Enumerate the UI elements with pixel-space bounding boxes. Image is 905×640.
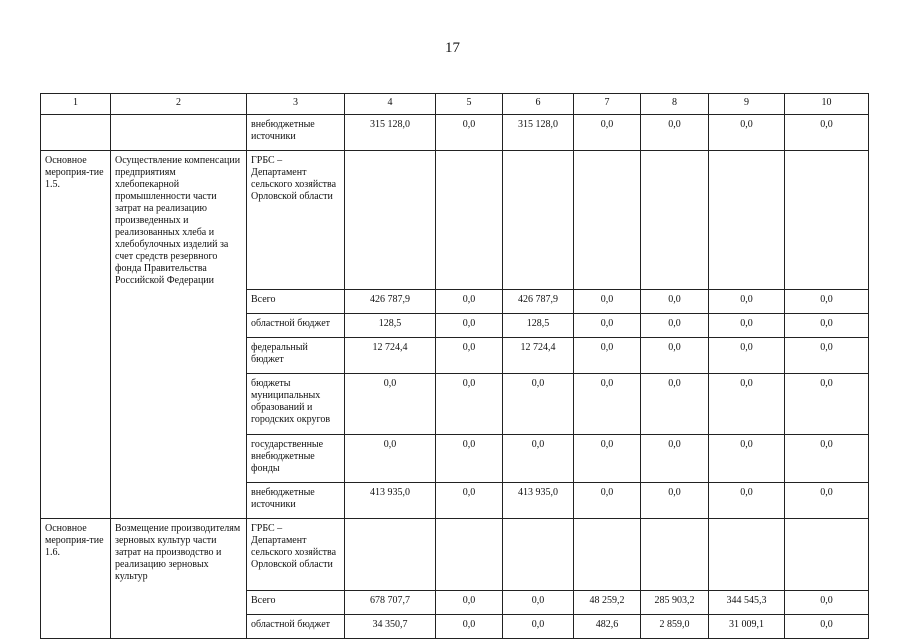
event-description-cell: Осуществление компенсации предприятиям хлебопекарной промышленности части затрат на реализацию произведенных и реализованных хлеба и хлебобулочных изделий за счет средств резервного фонда Правительства Российской Федерации [111,151,247,290]
value-cell: 0,0 [436,115,503,151]
value-cell: 426 787,9 [345,289,436,313]
value-cell [785,518,869,590]
value-cell: 0,0 [709,373,785,434]
column-header: 6 [503,94,574,115]
value-cell: 0,0 [785,482,869,518]
value-cell: 315 128,0 [345,115,436,151]
value-cell: 0,0 [641,115,709,151]
value-cell: 0,0 [785,115,869,151]
column-header: 8 [641,94,709,115]
value-cell: 12 724,4 [503,337,574,373]
value-cell: 0,0 [436,590,503,614]
value-cell: 0,0 [785,337,869,373]
value-cell [709,151,785,290]
value-cell [503,151,574,290]
value-cell: 413 935,0 [345,482,436,518]
value-cell [436,151,503,290]
value-cell: 315 128,0 [503,115,574,151]
value-cell: 0,0 [345,434,436,482]
value-cell: 0,0 [785,373,869,434]
value-cell: 285 903,2 [641,590,709,614]
value-cell [436,518,503,590]
event-code-cell: Основное мероприя-тие 1.6. [41,518,111,590]
funding-source-cell: бюджеты муниципальных образований и городских округов [247,373,345,434]
value-cell: 0,0 [709,115,785,151]
value-cell [503,518,574,590]
value-cell: 0,0 [709,337,785,373]
table-row [41,482,869,518]
value-cell: 0,0 [574,373,641,434]
value-cell: 0,0 [641,482,709,518]
column-header: 4 [345,94,436,115]
value-cell: 2 859,0 [641,614,709,638]
value-cell: 678 707,7 [345,590,436,614]
value-cell [574,518,641,590]
value-cell: 0,0 [436,373,503,434]
value-cell: 128,5 [345,313,436,337]
value-cell: 482,6 [574,614,641,638]
table-row [41,151,869,290]
column-header: 5 [436,94,503,115]
value-cell: 0,0 [574,337,641,373]
table-row [41,313,869,337]
column-header: 9 [709,94,785,115]
column-header: 10 [785,94,869,115]
value-cell: 0,0 [436,313,503,337]
value-cell: 0,0 [785,289,869,313]
value-cell: 34 350,7 [345,614,436,638]
funding-source-cell: государственные внебюджетные фонды [247,434,345,482]
value-cell: 0,0 [709,313,785,337]
funding-source-cell: Всего [247,289,345,313]
funding-source-cell: областной бюджет [247,313,345,337]
value-cell: 0,0 [785,434,869,482]
event-description-cell [111,115,247,151]
value-cell: 0,0 [436,289,503,313]
event-code-cell [41,115,111,151]
value-cell: 0,0 [641,434,709,482]
table-row [41,373,869,434]
value-cell: 0,0 [574,115,641,151]
value-cell [641,518,709,590]
value-cell [641,151,709,290]
funding-source-cell: ГРБС – Департамент сельского хозяйства Орловской области [247,151,345,290]
value-cell: 0,0 [436,337,503,373]
value-cell: 0,0 [436,434,503,482]
value-cell: 0,0 [785,313,869,337]
funding-source-cell: внебюджетные источники [247,115,345,151]
table-row [41,518,869,590]
column-header: 1 [41,94,111,115]
value-cell: 31 009,1 [709,614,785,638]
table-row [41,434,869,482]
value-cell: 0,0 [574,289,641,313]
value-cell: 0,0 [785,614,869,638]
value-cell [345,518,436,590]
value-cell: 0,0 [436,482,503,518]
funding-source-cell: федеральный бюджет [247,337,345,373]
value-cell: 0,0 [709,434,785,482]
value-cell: 0,0 [574,313,641,337]
value-cell: 128,5 [503,313,574,337]
value-cell: 0,0 [574,434,641,482]
page-number: 17 [445,40,460,56]
value-cell: 0,0 [503,373,574,434]
value-cell: 0,0 [503,614,574,638]
table-row [41,115,869,151]
value-cell: 12 724,4 [345,337,436,373]
funding-source-cell: ГРБС – Департамент сельского хозяйства Орловской области [247,518,345,590]
table-row [41,289,869,313]
value-cell: 413 935,0 [503,482,574,518]
value-cell: 0,0 [345,373,436,434]
value-cell: 0,0 [641,373,709,434]
table-row [41,614,869,638]
value-cell: 0,0 [709,289,785,313]
value-cell: 0,0 [503,434,574,482]
value-cell: 426 787,9 [503,289,574,313]
table-header-row [41,94,869,115]
value-cell: 0,0 [641,289,709,313]
funding-source-cell: внебюджетные источники [247,482,345,518]
value-cell [345,151,436,290]
value-cell: 0,0 [709,482,785,518]
value-cell: 0,0 [641,313,709,337]
table-row [41,590,869,614]
value-cell: 344 545,3 [709,590,785,614]
funding-source-cell: областной бюджет [247,614,345,638]
value-cell [785,151,869,290]
value-cell: 0,0 [785,590,869,614]
value-cell: 0,0 [641,337,709,373]
value-cell: 0,0 [436,614,503,638]
value-cell: 0,0 [574,482,641,518]
event-description-cell: Возмещение производителям зерновых культур части затрат на производство и реализацию зерновых культур [111,518,247,590]
event-code-cell: Основное мероприя-тие 1.5. [41,151,111,290]
budget-table [40,93,869,639]
value-cell: 0,0 [503,590,574,614]
value-cell [574,151,641,290]
column-header: 3 [247,94,345,115]
value-cell [709,518,785,590]
funding-source-cell: Всего [247,590,345,614]
column-header: 2 [111,94,247,115]
table-row [41,337,869,373]
column-header: 7 [574,94,641,115]
value-cell: 48 259,2 [574,590,641,614]
